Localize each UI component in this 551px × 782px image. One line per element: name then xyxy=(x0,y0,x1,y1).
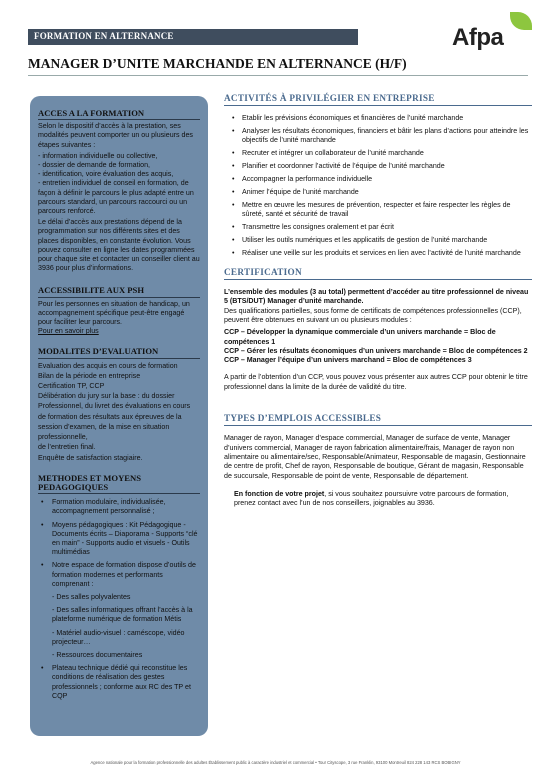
divider xyxy=(224,425,532,426)
title-divider xyxy=(28,75,528,76)
divider xyxy=(38,358,200,359)
acces-intro: Selon le dispositif d’accès à la prestation, ses modalités peuvent comporter un ou plusieurs des étapes suivantes : xyxy=(38,122,193,149)
info-sidebar xyxy=(30,96,208,736)
activites-heading: ACTIVITÉS À PRIVILÉGIER EN ENTREPRISE xyxy=(224,93,435,103)
list-item: • Animer l’équipe de l’unité marchande xyxy=(232,188,532,197)
divider xyxy=(38,493,200,494)
list-item: • Planifier et coordonner l’activité de l’équipe de l’unité marchande xyxy=(232,162,532,171)
sub-item: - Matériel audio-visuel : caméscope, vidéo projecteur… xyxy=(52,628,185,646)
afpa-logo xyxy=(452,10,532,50)
certification-partial: Des qualifications partielles, sous forme de certificats de compétences professionnelles (CCP), peuvent être obtenues en suivant un ou plusieurs modules : xyxy=(224,306,522,324)
eval-line: Certification TP, CCP xyxy=(38,382,105,391)
certification-intro: L’ensemble des modules (3 au total) permettent d’accéder au titre professionnel de niveau 5 (BTS/DUT) Manager d’unité marchande. xyxy=(224,288,529,306)
list-item-text: • Notre espace de formation dispose d’outils de formation modernes et performants comprenant : xyxy=(52,561,196,588)
activites-list xyxy=(232,114,532,258)
psh-text: Pour les personnes en situation de handicap, un accompagnement spécifique peut-être engagé pour faciliter leur parcours. xyxy=(38,299,190,327)
emplois-heading: TYPES D’EMPLOIS ACCESSIBLES xyxy=(224,413,382,424)
acces-heading: ACCES A LA FORMATION xyxy=(38,108,145,118)
list-item: • Utiliser les outils numériques et les applicatifs de gestion de l’unité marchande xyxy=(232,236,532,245)
section-banner xyxy=(28,29,358,45)
divider xyxy=(38,297,200,298)
methodes-heading: METHODES ET MOYENS PEDAGOGIQUES xyxy=(38,472,141,492)
list-item: • Accompagner la performance individuelle xyxy=(232,175,532,184)
psh-heading: ACCESSIBILITE AUX PSH xyxy=(38,285,145,296)
eval-line: Evaluation des acquis en cours de formation xyxy=(38,361,178,370)
psh-link[interactable]: Pour en savoir plus xyxy=(38,327,99,336)
emplois-text: Manager de rayon, Manager d’espace commercial, Manager de surface de vente, Manager d’univers commercial, Manager de rayon fabrication alimentaire/frais, Manager de rayon non alimentaire ou alimentaire/sec, Responsable/Animateur, Responsable de magasin, Gestionnaire de centre de profit, Chef de rayon, Responsable de boutique, Gérant de magasin, Responsable de succursale, Responsable de point de vente, Responsable de département. xyxy=(224,434,526,480)
sub-item: - Des salles polyvalentes xyxy=(52,592,131,601)
list-item: • Etablir les prévisions économiques et financières de l’unité marchande xyxy=(232,114,532,123)
sub-item: - Ressources documentaires xyxy=(52,650,143,659)
certification-outro: A partir de l’obtention d’un CCP, vous pouvez vous présenter aux autres CCP pour obtenir le titre professionnel dans la limite de la durée de validité du titre. xyxy=(224,373,528,391)
list-item: • Formation modulaire, individualisée, accompagnement personnalisé ; xyxy=(38,498,200,516)
leaf-icon xyxy=(510,12,532,30)
ccp-item: CCP – Gérer les résultats économiques d’un univers marchande = Bloc de compétences 2 xyxy=(224,346,528,355)
eval-line: Enquête de satisfaction stagiaire. xyxy=(38,453,143,462)
eval-line: de l’entretien final. xyxy=(38,443,96,452)
acces-step: - dossier de demande de formation, xyxy=(38,161,150,170)
acces-step: - information individuelle ou collective, xyxy=(38,151,158,160)
footer-legal: Agence nationale pour la formation professionnelle des adultes Établissement public à caractère industriel et commercial • Tour Cityscope, 3 rue Franklin, 93100 Montreuil 824 228 143 RCS BOBIGNY xyxy=(90,760,461,765)
list-item: • Analyser les résultats économiques, financiers et bâtir les plans d’actions pour atteindre les objectifs de l’unité marchande xyxy=(232,127,532,146)
page-title: MANAGER D’UNITE MARCHANDE EN ALTERNANCE (H/F) xyxy=(28,56,407,71)
list-item: • Réaliser une veille sur les produits et services en lien avec l’activité de l’unité marchande xyxy=(232,249,532,258)
projet-text xyxy=(234,490,532,509)
list-item: • Moyens pédagogiques : Kit Pédagogique - Documents écrits – Diaporama - Supports “clé en main” - Supports audio et visuels - Outils multimédias xyxy=(38,521,200,558)
list-item: • Mettre en œuvre les mesures de prévention, respecter et faire respecter les règles de sûreté, santé et sécurité de travail xyxy=(232,201,532,220)
methodes-list xyxy=(38,498,200,701)
ccp-item: CCP – Manager l’équipe d’un univers marchand = Bloc de compétences 3 xyxy=(224,356,472,365)
logo-text: Afpa xyxy=(452,24,504,51)
acces-delai: Le délai d’accès aux prestations dépend de la programmation sur nos différents sites et des places disponibles, en constante évolution. Vous pouvez consulter en ligne les dates programmées pour chaque site et contacter un conseiller client au 3936 pour plus d’informations. xyxy=(38,218,200,273)
list-item xyxy=(38,561,200,660)
divider xyxy=(224,279,532,280)
acces-step: - entretien individuel de conseil en formation, de façon à définir le parcours le plus adapté entre un parcours standard, un parcours raccourci ou un parcours renforcé. xyxy=(38,179,194,216)
main-content xyxy=(224,94,532,508)
banner-label: FORMATION EN ALTERNANCE xyxy=(34,31,174,41)
evaluation-heading: MODALITES D’EVALUATION xyxy=(38,346,159,357)
list-item: • Plateau technique dédié qui reconstitue les conditions de réalisation des gestes professionnels ; conforme aux RC des TP et CQP xyxy=(38,664,200,701)
list-item: • Transmettre les consignes oralement et par écrit xyxy=(232,223,532,232)
certification-heading: CERTIFICATION xyxy=(224,266,302,277)
divider xyxy=(224,105,532,106)
sub-item: - Des salles informatiques offrant l’accès à la plateforme numérique de formation Métis xyxy=(52,606,193,624)
list-item: • Recruter et intégrer un collaborateur de l’unité marchande xyxy=(232,149,532,158)
projet-rest: , si vous souhaitez poursuivre votre parcours de formation, prenez contact avec l’un de nos conseillers, joignables au 3936. xyxy=(234,489,509,508)
eval-line: Bilan de la période en entreprise xyxy=(38,371,141,380)
divider xyxy=(38,119,200,120)
projet-bold: En fonction de votre projet xyxy=(234,489,325,498)
acces-step: - identification, voire évaluation des acquis, xyxy=(38,170,174,179)
eval-line: Délibération du jury sur la base : du dossier Professionnel, du livret des évaluations en cours de formation des résultats aux épreuves de la session d’examen, de la mise en situation professionnelle, xyxy=(38,392,191,442)
ccp-item: CCP – Développer la dynamique commerciale d’un univers marchande = Bloc de compétences 1 xyxy=(224,328,496,346)
